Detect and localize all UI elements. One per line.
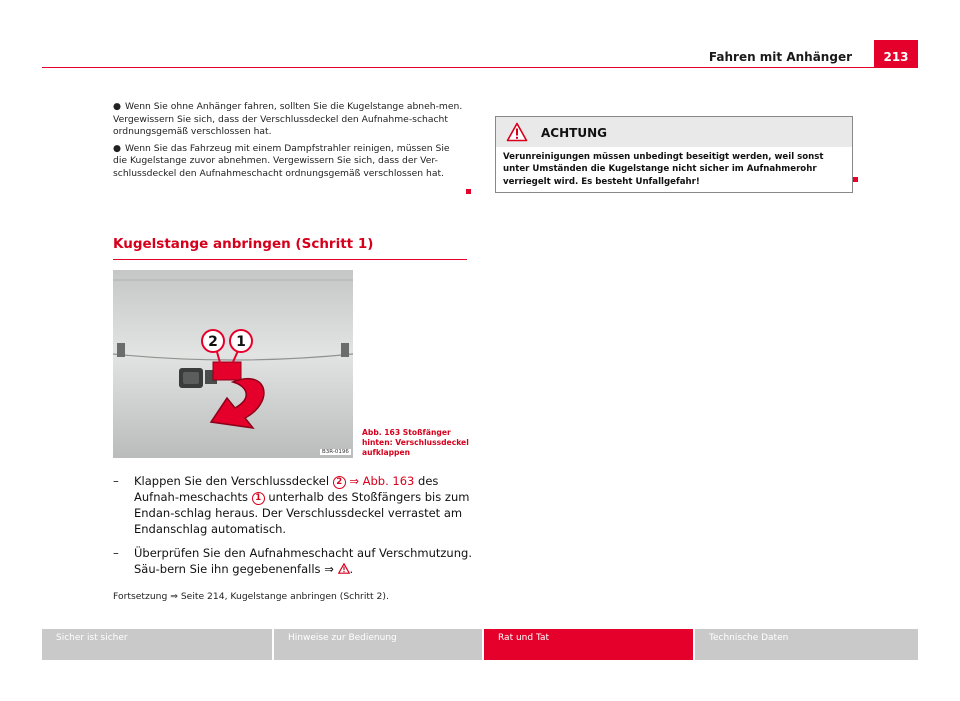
- bumper-illustration: [113, 270, 353, 458]
- bullet-item: ● Wenn Sie das Fahrzeug mit einem Dampfstrahler reinigen, müssen Sie die Kugelstange zuvor abnehmen. Vergewissern Sie sich, dass der Ver-schlussdeckel den Aufnahmeschacht ordnungsgemäß verschlossen hat.: [113, 142, 450, 179]
- page-number: 213: [874, 40, 918, 68]
- step-item: – Überprüfen Sie den Aufnahmeschacht auf Verschmutzung. Säu-bern Sie ihn gegebenenfalls ⇒ .: [113, 546, 472, 576]
- footer-tab-hinweise[interactable]: Hinweise zur Bedienung: [274, 629, 482, 660]
- header-divider: [42, 67, 918, 68]
- continuation-note[interactable]: Fortsetzung ⇒ Seite 214, Kugelstange anbringen (Schritt 2).: [113, 591, 389, 602]
- footer-tab-technische-daten[interactable]: Technische Daten: [695, 629, 918, 660]
- figure-link[interactable]: ⇒ Abb. 163: [349, 474, 415, 488]
- running-header-title: Fahren mit Anhänger: [708, 50, 852, 64]
- footer-tab-rat-und-tat[interactable]: Rat und Tat: [484, 629, 693, 660]
- figure-bumper-image: [113, 270, 353, 458]
- warning-triangle-icon: [506, 122, 528, 142]
- section-heading: Kugelstange anbringen (Schritt 1): [113, 236, 374, 252]
- figure-caption: Abb. 163 Stoßfänger hinten: Verschlussdeckel aufklappen: [362, 428, 469, 457]
- ref-number-2: 2: [333, 476, 346, 489]
- warning-title: ACHTUNG: [541, 126, 607, 140]
- end-of-section-marker: [853, 177, 858, 182]
- callout-1: 1: [236, 334, 246, 350]
- figure-code: B3R-0196: [322, 449, 349, 455]
- bullet-item: ● Wenn Sie ohne Anhänger fahren, sollten Sie die Kugelstange abneh-men. Vergewissern Sie sich, dass der Verschlussdeckel den Aufnahme-schacht ordnungsgemäß verschlossen hat.: [113, 101, 463, 138]
- section-divider: [113, 259, 467, 260]
- end-of-section-marker: [466, 189, 471, 194]
- ref-number-1: 1: [252, 492, 265, 505]
- step-item: – Klappen Sie den Verschlussdeckel 2 ⇒ Abb. 163 des Aufnah-meschachts 1 unterhalb des Stoßfängers bis zum Endan-schlag heraus. Der Verschlussdeckel verrastet am Endanschlag automatisch.: [113, 474, 470, 536]
- warning-reference-icon[interactable]: [338, 563, 350, 574]
- callout-2: 2: [208, 334, 218, 350]
- warning-box: [495, 116, 853, 193]
- footer-tab-sicher[interactable]: Sicher ist sicher: [42, 629, 272, 660]
- warning-text: Verunreinigungen müssen unbedingt beseitigt werden, weil sonst unter Umständen die Kugelstange nicht sicher im Aufnahmerohr verriegelt wird. Es besteht Unfallgefahr!: [503, 152, 824, 187]
- intro-bullet-list: [113, 101, 463, 185]
